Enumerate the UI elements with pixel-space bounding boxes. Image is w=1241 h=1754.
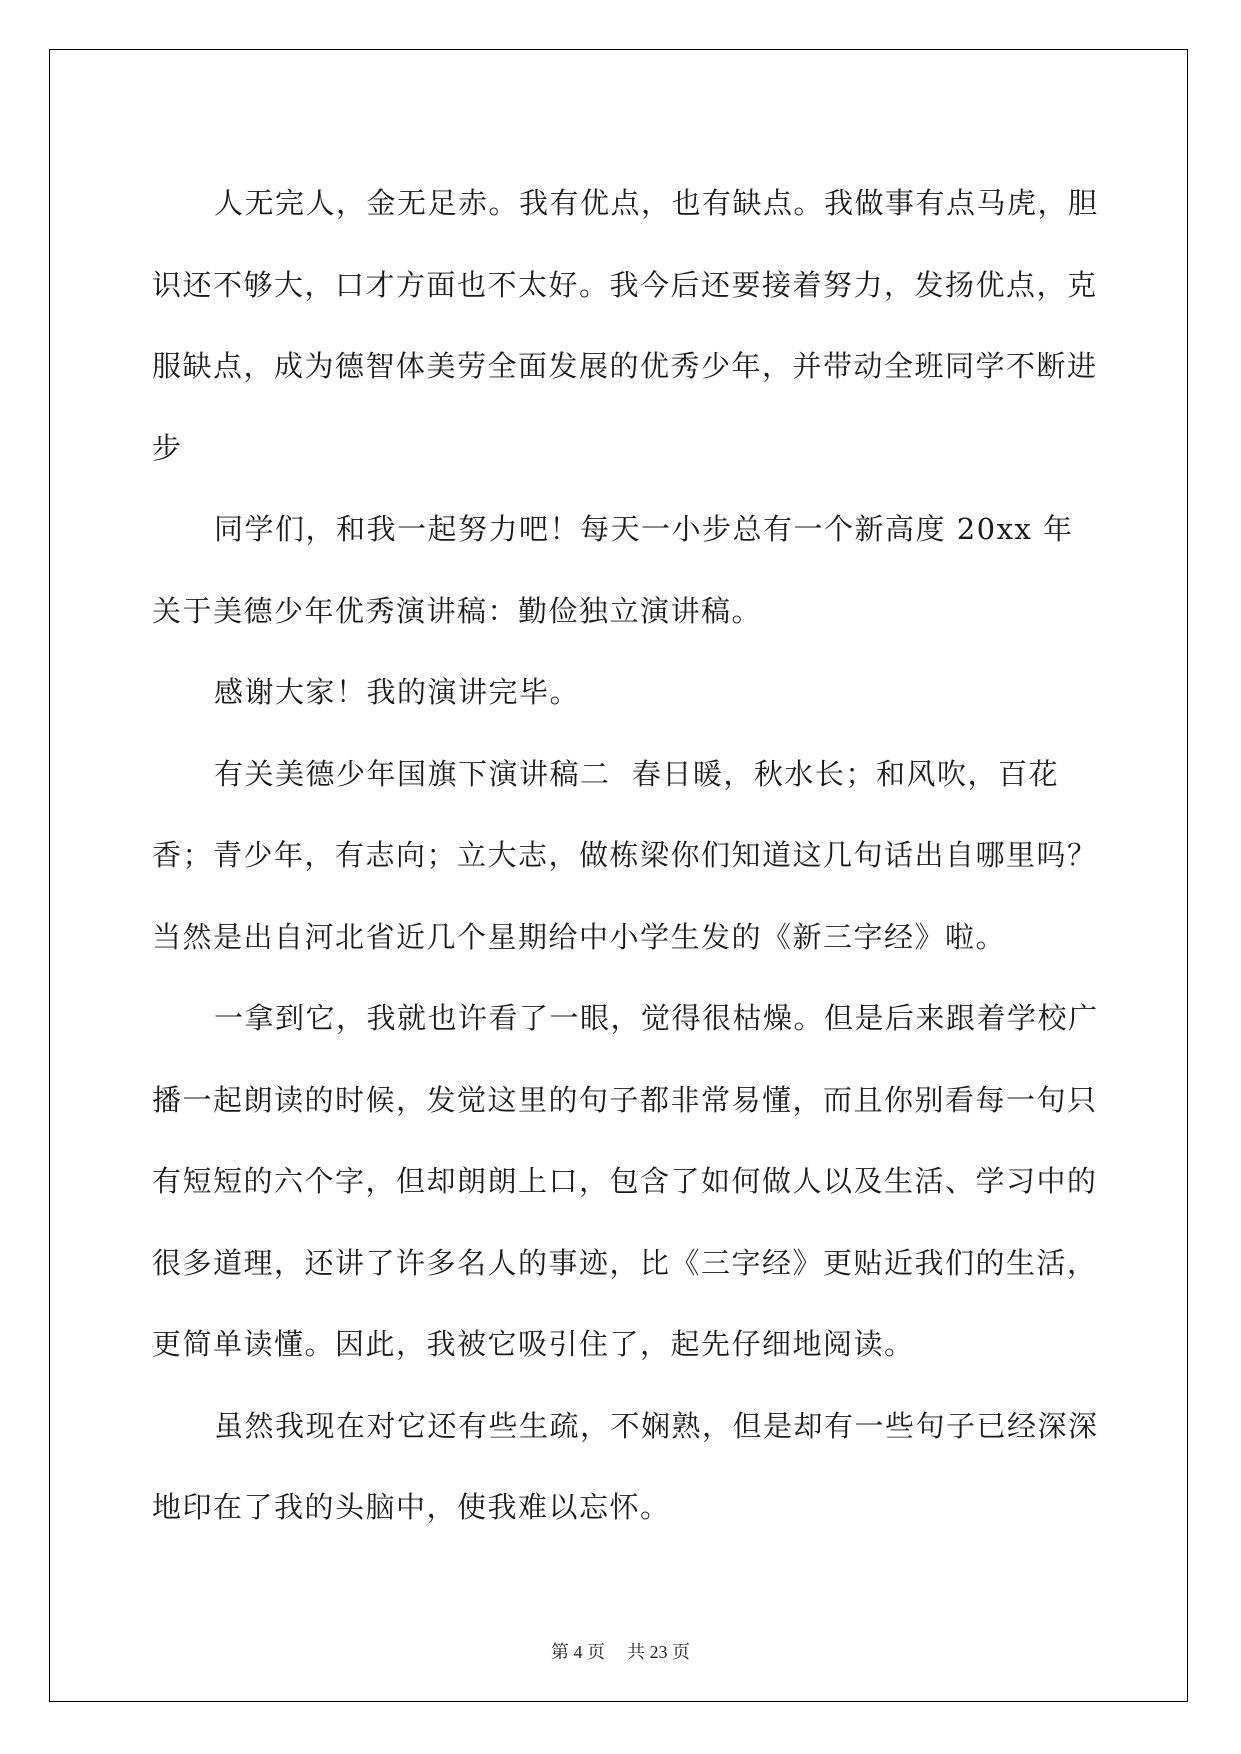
paragraph: 人无完人，金无足赤。我有优点，也有缺点。我做事有点马虎，胆识还不够大，口才方面也不太好。我今后还要接着努力，发扬优点，克服缺点，成为德智体美劳全面发展的优秀少年，并带动全班同学不断进步 [152, 186, 1099, 465]
page-total: 共 23 页 [627, 1642, 690, 1662]
page-footer [0, 1638, 1241, 1664]
paragraph: 虽然我现在对它还有些生疏，不娴熟，但是却有一些句子已经深深地印在了我的头脑中，使我难以忘怀。 [152, 1408, 1099, 1524]
paragraph: 同学们，和我一起努力吧！每天一小步总有一个新高度 20xx 年关于美德少年优秀演讲稿：勤俭独立演讲稿。 [152, 512, 1074, 628]
paragraph: 一拿到它，我就也许看了一眼，觉得很枯燥。但是后来跟着学校广播一起朗读的时候，发觉这里的句子都非常易懂，而且你别看每一句只有短短的六个字，但却朗朗上口，包含了如何做人以及生活、学习中的很多道理，还讲了许多名人的事迹，比《三字经》更贴近我们的生活，更简单读懂。因此，我被它吸引住了，起先仔细地阅读。 [152, 1001, 1099, 1361]
document-body [152, 163, 1102, 1549]
paragraph: 感谢大家！我的演讲完毕。 [214, 675, 581, 709]
page-number: 第 4 页 [551, 1642, 605, 1662]
paragraph: 有关美德少年国旗下演讲稿二 春日暖，秋水长；和风吹，百花香；青少年，有志向；立大志，做栋梁你们知道这几句话出自哪里吗？当然是出自河北省近几个星期给中小学生发的《新三字经》啦。 [152, 756, 1098, 954]
